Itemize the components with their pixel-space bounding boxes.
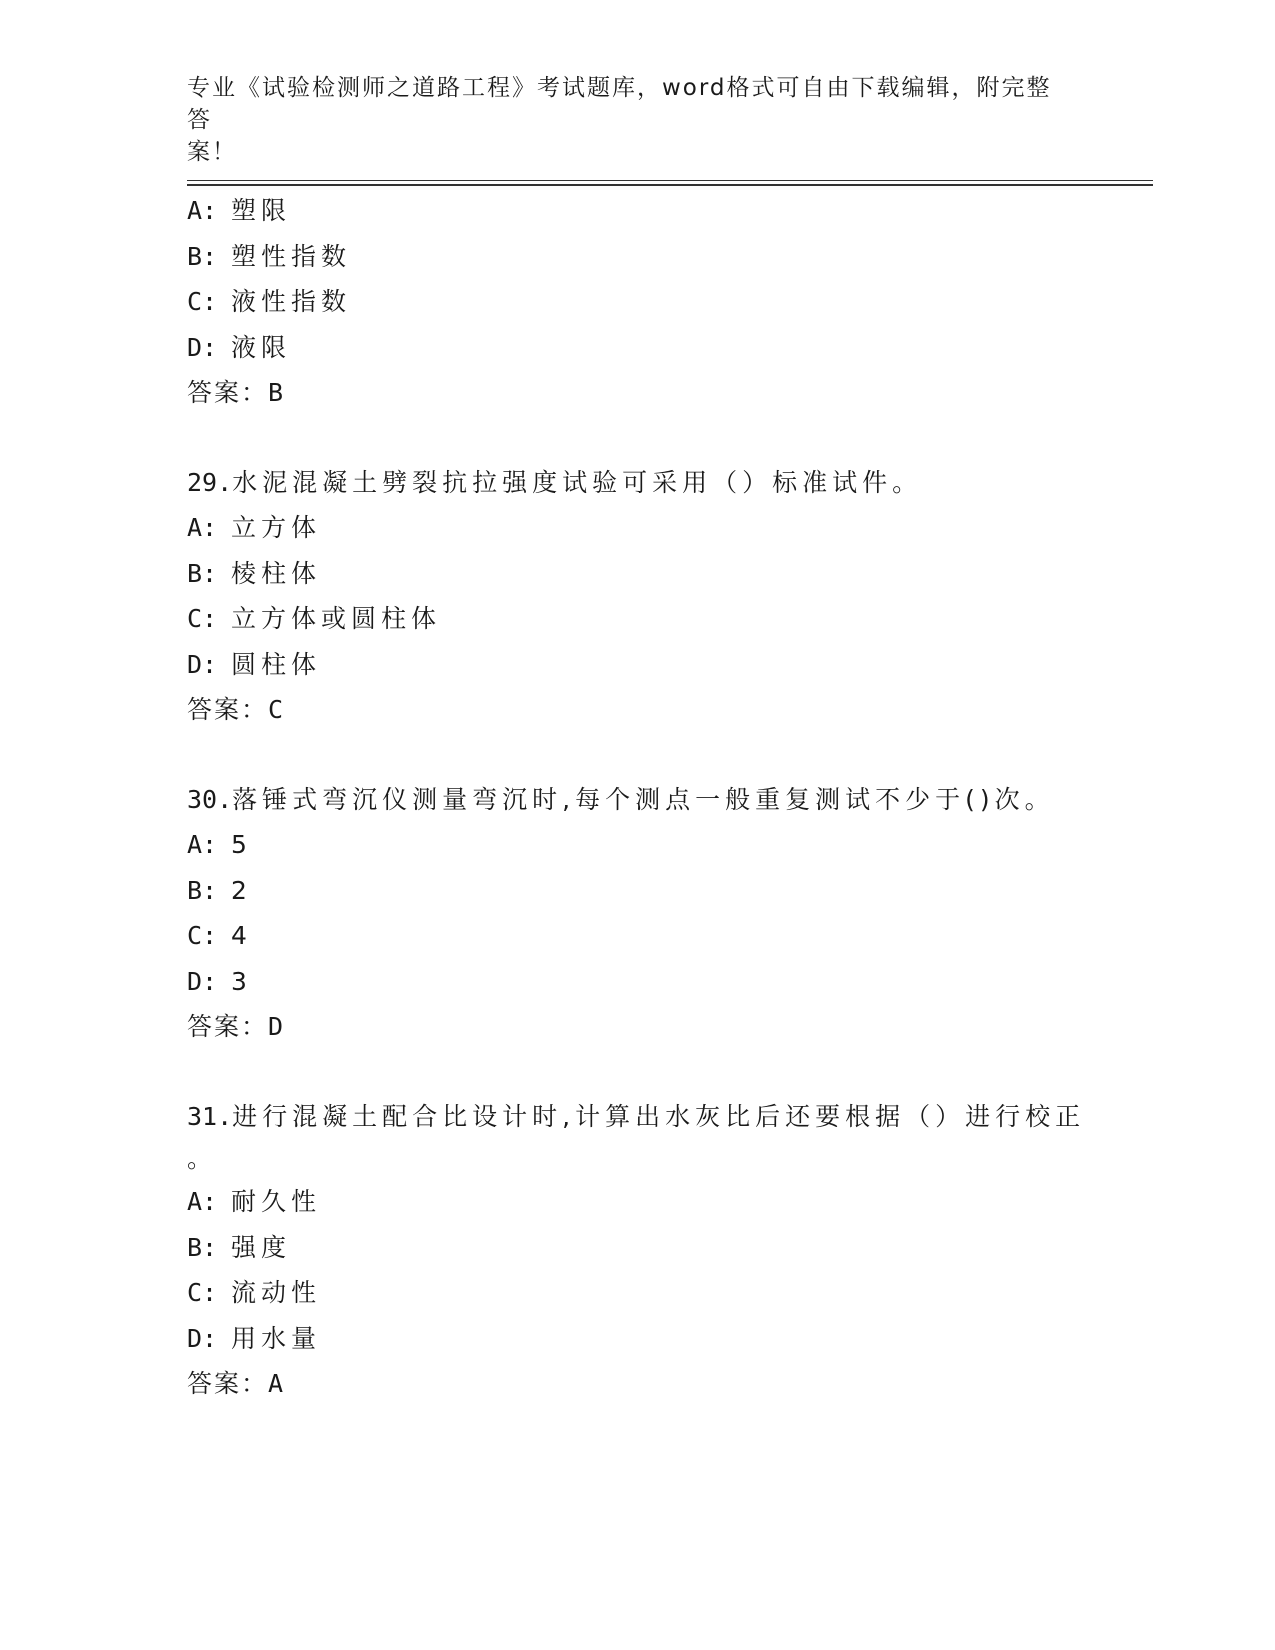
answer-line xyxy=(187,1361,1087,1407)
option-text: 液性指数 xyxy=(231,287,352,316)
option-letter: D: xyxy=(187,966,218,996)
question-block-30 xyxy=(187,777,1087,1050)
option-letter: C: xyxy=(187,921,218,950)
question-number: 31. xyxy=(187,1101,233,1131)
option-letter: A: xyxy=(187,196,218,225)
question-text xyxy=(187,777,1087,823)
answer-line xyxy=(187,1004,1087,1050)
question-number: 30. xyxy=(187,784,233,814)
answer-label: 答案： xyxy=(187,1012,269,1041)
option-letter: D: xyxy=(187,1323,218,1353)
question-body: 水泥混凝土劈裂抗拉强度试验可采用（）标准试件。 xyxy=(232,467,923,497)
answer-label: 答案： xyxy=(187,378,269,407)
question-text xyxy=(187,1094,1087,1140)
option-text: 5 xyxy=(231,830,252,859)
option-a xyxy=(187,505,1087,551)
option-text: 立方体或圆柱体 xyxy=(231,604,442,633)
question-block-31 xyxy=(187,1094,1087,1407)
option-c xyxy=(187,596,1087,642)
option-letter: B: xyxy=(187,558,218,588)
option-b xyxy=(187,551,1087,597)
answer-value: C xyxy=(268,695,284,724)
question-body: 进行混凝土配合比设计时,计算出水灰比后还要根据（）进行校正 xyxy=(232,1101,1086,1131)
option-text: 4 xyxy=(231,921,252,950)
answer-value: B xyxy=(268,378,284,407)
option-text: 流动性 xyxy=(231,1278,322,1307)
question-text xyxy=(187,460,1087,506)
answer-value: A xyxy=(268,1369,284,1398)
option-letter: C: xyxy=(187,604,218,633)
option-d xyxy=(187,325,1087,371)
answer-value: D xyxy=(268,1012,284,1041)
question-number: 29. xyxy=(187,467,233,497)
option-d xyxy=(187,642,1087,688)
option-c xyxy=(187,1270,1087,1316)
option-letter: C: xyxy=(187,287,218,316)
option-letter: D: xyxy=(187,332,218,362)
option-letter: A: xyxy=(187,1187,218,1216)
answer-label: 答案： xyxy=(187,695,269,724)
option-letter: B: xyxy=(187,241,218,271)
option-c xyxy=(187,279,1087,325)
header-divider-thin xyxy=(187,180,1153,181)
option-letter: D: xyxy=(187,649,218,679)
option-text: 强度 xyxy=(231,1232,292,1262)
option-d xyxy=(187,1316,1087,1362)
option-text: 塑性指数 xyxy=(231,241,352,271)
option-a xyxy=(187,822,1087,868)
option-text: 2 xyxy=(231,875,252,905)
document-header xyxy=(187,72,1067,168)
option-text: 耐久性 xyxy=(231,1187,322,1216)
option-a xyxy=(187,1179,1087,1225)
option-b xyxy=(187,234,1087,280)
option-text: 圆柱体 xyxy=(231,649,322,679)
option-text: 3 xyxy=(231,966,252,996)
answer-label: 答案： xyxy=(187,1369,269,1398)
header-divider-thick xyxy=(187,184,1153,186)
spacer xyxy=(187,416,1087,460)
option-d xyxy=(187,959,1087,1005)
option-b xyxy=(187,868,1087,914)
option-text: 塑限 xyxy=(231,196,292,225)
question-block-prev xyxy=(187,188,1087,416)
question-block-29 xyxy=(187,460,1087,733)
question-list xyxy=(187,188,1087,1407)
option-text: 液限 xyxy=(231,332,292,362)
question-text-continued: 。 xyxy=(187,1144,213,1173)
option-text: 棱柱体 xyxy=(231,558,322,588)
option-c xyxy=(187,913,1087,959)
header-line-2: 案！ xyxy=(187,139,237,165)
answer-line xyxy=(187,370,1087,416)
header-line-1: 专业《试验检测师之道路工程》考试题库，word格式可自由下载编辑，附完整答 xyxy=(187,75,1052,133)
option-a xyxy=(187,188,1087,234)
question-body: 落锤式弯沉仪测量弯沉时,每个测点一般重复测试不少于()次。 xyxy=(232,784,1055,814)
option-letter: A: xyxy=(187,830,218,859)
option-b xyxy=(187,1225,1087,1271)
option-text: 用水量 xyxy=(231,1323,322,1353)
option-letter: B: xyxy=(187,875,218,905)
spacer xyxy=(187,733,1087,777)
answer-line xyxy=(187,687,1087,733)
option-text: 立方体 xyxy=(231,513,322,542)
option-letter: C: xyxy=(187,1278,218,1307)
option-letter: A: xyxy=(187,513,218,542)
spacer xyxy=(187,1050,1087,1094)
option-letter: B: xyxy=(187,1232,218,1262)
